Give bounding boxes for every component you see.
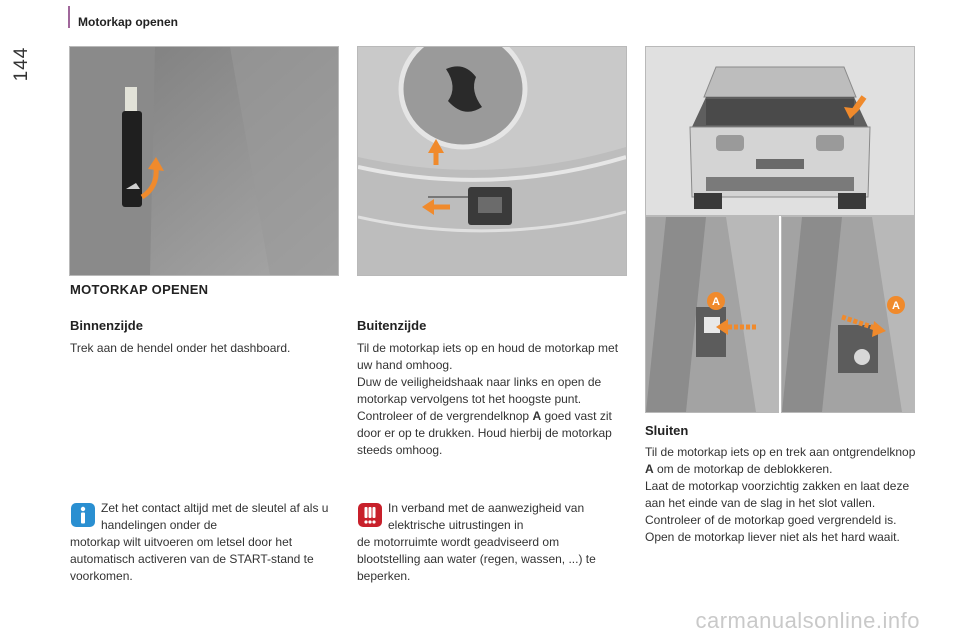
photo-release-knob-a-right [781, 216, 915, 413]
buitenzijde-heading: Buitenzijde [357, 318, 427, 333]
warning-note-first: In verband met de aanwezigheid van elektrische uitrustingen in [388, 501, 585, 532]
header-accent-bar [68, 6, 70, 28]
sluiten-line: Til de motorkap iets op en trek aan ontgrendelknop A om de motorkap de deblokkeren. [645, 445, 916, 476]
warning-note-rest: de motorruimte wordt geadviseerd om blootstelling aan water (regen, wassen, ...) te beperken. [357, 535, 596, 583]
sluiten-line: Laat de motorkap voorzichtig zakken en laat deze aan het einde van de slag in het slot vallen. Controleer of de motorkap goed vergrendeld is. [645, 479, 910, 527]
photo-van-front [645, 46, 915, 216]
callout-a-label: A [892, 300, 900, 312]
photo-interior-lever [69, 46, 339, 276]
buitenzijde-text [357, 340, 629, 459]
page-header-title: Motorkap openen [78, 15, 179, 29]
buitenzijde-line: Duw de veiligheidshaak naar links en open de motorkap vervolgens tot het hoogste punt. [357, 375, 602, 406]
photo-hood-safety-hook [357, 46, 627, 276]
sluiten-heading: Sluiten [645, 423, 689, 438]
watermark: carmanualsonline.info [695, 608, 920, 633]
binnenzijde-heading: Binnenzijde [70, 318, 143, 333]
info-note-rest: motorkap wilt uitvoeren om letsel door het automatisch activeren van de START-stand te voorkomen. [70, 535, 314, 583]
warning-note [357, 500, 625, 585]
sluiten-text [645, 444, 917, 546]
callout-a-label: A [712, 296, 720, 308]
buitenzijde-line: Til de motorkap iets op en houd de motorkap met uw hand omhoog. [357, 341, 619, 372]
buitenzijde-check: Controleer of de vergrendelknop A goed vast zit door er op te drukken. Houd hierbij de motorkap steeds omhoog. [357, 409, 612, 457]
photo-release-knob-a-left [645, 216, 779, 413]
page-number: 144 [11, 46, 32, 82]
section-title: MOTORKAP OPENEN [70, 282, 209, 297]
binnenzijde-text: Trek aan de hendel onder het dashboard. [70, 341, 291, 355]
sluiten-line: Open de motorkap liever niet als het hard waait. [645, 530, 900, 544]
info-note-first: Zet het contact altijd met de sleutel af als u handelingen onder de [101, 501, 329, 532]
info-note [70, 500, 338, 585]
